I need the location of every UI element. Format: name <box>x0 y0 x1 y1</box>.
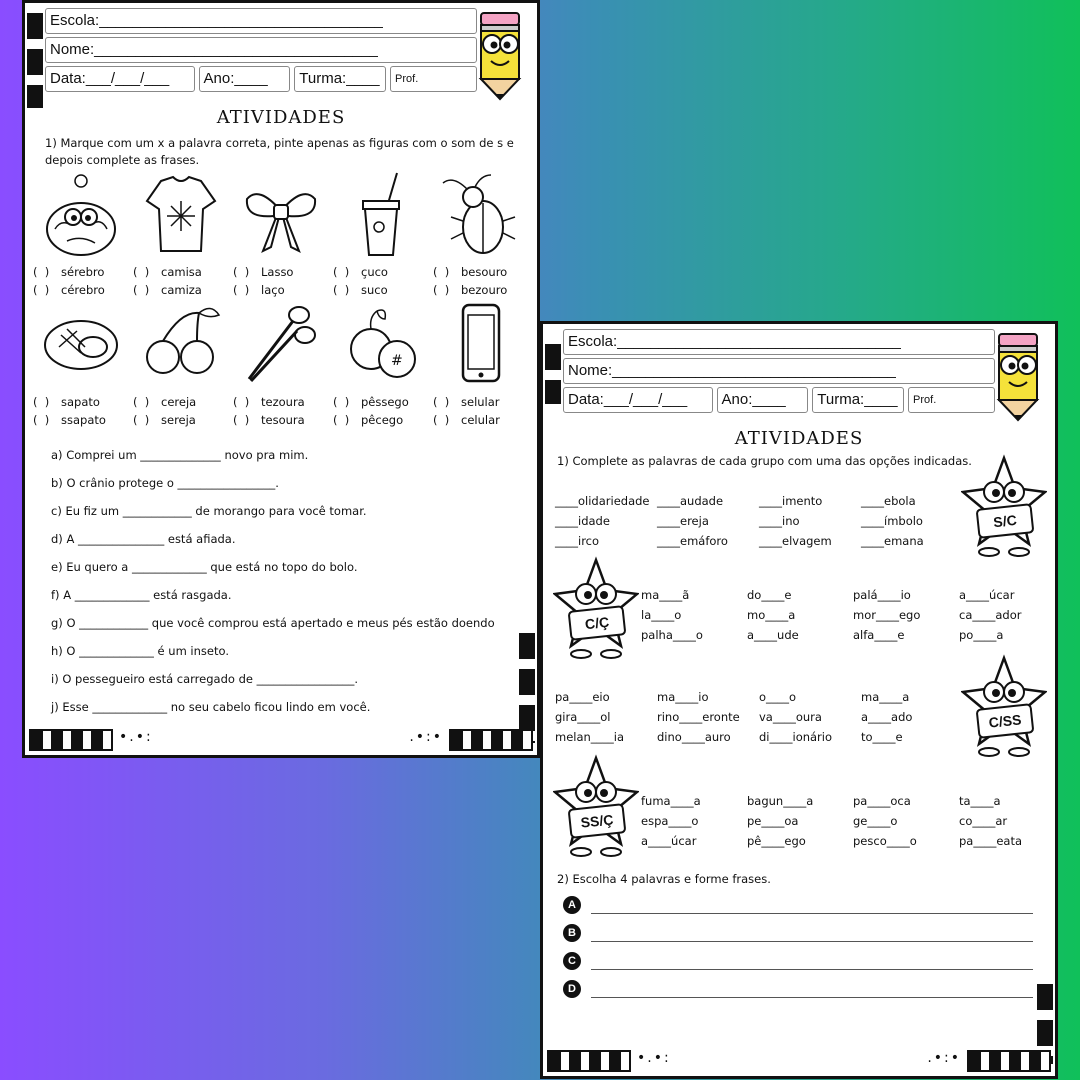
sentence-b[interactable]: b) O crânio protege o _________________. <box>51 476 279 490</box>
word-blank[interactable]: po____a <box>959 628 1004 642</box>
data-field[interactable]: Data:___/___/___ <box>45 66 195 92</box>
sentence-i[interactable]: i) O pessegueiro está carregado de _________________. <box>51 672 359 686</box>
peach-icon <box>341 301 421 393</box>
corner-decoration <box>29 729 113 751</box>
word-blank[interactable]: espa____o <box>641 814 699 828</box>
cherry-icon <box>141 301 221 393</box>
figure-cell <box>31 301 131 429</box>
word-blank[interactable]: ca____ador <box>959 608 1022 622</box>
option-text[interactable]: ( ) sereja <box>133 413 196 427</box>
word-blank[interactable]: ____imento <box>759 494 823 508</box>
pencil-mascot-icon <box>471 11 529 101</box>
left-border-stripes <box>545 344 561 404</box>
option-text[interactable]: ( ) ssapato <box>33 413 106 427</box>
star-mascot <box>553 556 639 660</box>
word-blank[interactable]: ____idade <box>555 514 610 528</box>
sentence-j[interactable]: j) Esse _____________ no seu cabelo ficou lindo em você. <box>51 700 371 714</box>
left-border-stripes <box>27 13 43 108</box>
sentence-line-a[interactable] <box>563 892 1033 914</box>
word-blank[interactable]: mo____a <box>747 608 796 622</box>
word-group-c-cedilha <box>641 586 1058 645</box>
word-blank[interactable]: ____audade <box>657 494 724 508</box>
option-text[interactable]: ( ) pêcego <box>333 413 404 427</box>
word-blank[interactable]: o____o <box>759 690 797 704</box>
sentence-line-c[interactable] <box>563 948 1033 970</box>
sentence-d[interactable]: d) A _______________ está afiada. <box>51 532 236 546</box>
word-blank[interactable]: bagun____a <box>747 794 814 808</box>
option-text[interactable]: ( ) cérebro <box>33 283 105 297</box>
letter-option-badge: SS/Ç <box>568 803 627 839</box>
question-2-text: 2) Escolha 4 palavras e forme frases. <box>557 872 771 886</box>
letter-c-badge: C <box>563 952 581 970</box>
option-text[interactable]: ( ) tesoura <box>233 413 305 427</box>
figure-cell <box>431 171 531 299</box>
sentence-h[interactable]: h) O _____________ é um inseto. <box>51 644 229 658</box>
dots-decoration: .•:• <box>409 729 443 745</box>
option-text[interactable]: ( ) pêssego <box>333 395 409 409</box>
word-blank[interactable]: co____ar <box>959 814 1008 828</box>
letter-option-badge: S/C <box>976 503 1035 539</box>
option-text[interactable]: ( ) camisa <box>133 265 202 279</box>
word-blank[interactable]: ge____o <box>853 814 898 828</box>
dots-decoration: .•:• <box>927 1050 961 1066</box>
word-blank[interactable]: ____olidariedade <box>555 494 650 508</box>
header-fields <box>45 8 477 95</box>
word-group-ss-cedilha <box>641 792 1058 851</box>
figure-cell <box>431 301 531 429</box>
sentence-f[interactable]: f) A _____________ está rasgada. <box>51 588 232 602</box>
figure-cell <box>231 171 331 299</box>
nome-field[interactable]: Nome:__________________________________ <box>45 37 477 63</box>
option-text[interactable]: ( ) cereja <box>133 395 197 409</box>
word-blank[interactable]: ____elvagem <box>759 534 832 548</box>
turma-field[interactable]: Turma:____ <box>294 66 386 92</box>
option-text[interactable]: ( ) laço <box>233 283 285 297</box>
word-blank[interactable]: ____ebola <box>861 494 916 508</box>
letter-option-badge: C/SS <box>976 703 1035 739</box>
word-blank[interactable]: melan____ia <box>555 730 625 744</box>
beetle-icon <box>441 171 521 263</box>
writing-line[interactable] <box>591 960 1033 970</box>
word-blank[interactable]: ____ino <box>759 514 800 528</box>
dots-decoration: •.•: <box>119 729 153 745</box>
option-text[interactable]: ( ) sapato <box>33 395 100 409</box>
bow-icon <box>241 171 321 263</box>
letter-a-badge: A <box>563 896 581 914</box>
word-blank[interactable]: ____irco <box>555 534 600 548</box>
sentence-c[interactable]: c) Eu fiz um ____________ de morango para você tomar. <box>51 504 367 518</box>
shirt-icon <box>141 171 221 263</box>
sentence-a[interactable]: a) Comprei um ______________ novo pra mim. <box>51 448 309 462</box>
star-mascot <box>961 454 1047 558</box>
word-blank[interactable]: pê____ego <box>747 834 806 848</box>
option-text[interactable]: ( ) selular <box>433 395 500 409</box>
figure-cell <box>231 301 331 429</box>
word-blank[interactable]: pa____oca <box>853 794 911 808</box>
word-blank[interactable]: dino____auro <box>657 730 731 744</box>
escola-field[interactable]: Escola:__________________________________ <box>563 329 995 355</box>
word-blank[interactable]: va____oura <box>759 710 822 724</box>
option-text[interactable]: ( ) besouro <box>433 265 508 279</box>
option-text[interactable]: ( ) çuco <box>333 265 388 279</box>
scissors-icon <box>241 301 321 393</box>
word-blank[interactable]: palha____o <box>641 628 703 642</box>
ano-field[interactable]: Ano:____ <box>717 387 809 413</box>
word-blank[interactable]: gira____ol <box>555 710 611 724</box>
word-blank[interactable]: a____ude <box>747 628 799 642</box>
word-blank[interactable]: a____úcar <box>641 834 697 848</box>
word-blank[interactable]: a____úcar <box>959 588 1015 602</box>
option-text[interactable]: ( ) suco <box>333 283 388 297</box>
word-blank[interactable]: la____o <box>641 608 682 622</box>
turma-field[interactable]: Turma:____ <box>812 387 904 413</box>
word-blank[interactable]: fuma____a <box>641 794 701 808</box>
letter-d-badge: D <box>563 980 581 998</box>
juice-icon <box>341 171 421 263</box>
brain-icon <box>41 171 121 263</box>
sentence-g[interactable]: g) O ____________ que você comprou está apertado e meus pés estão doendo <box>51 616 495 630</box>
writing-line[interactable] <box>591 988 1033 998</box>
writing-line[interactable] <box>591 904 1033 914</box>
word-blank[interactable]: di____ionário <box>759 730 833 744</box>
prof-field[interactable]: Prof. <box>390 66 477 92</box>
word-blank[interactable]: a____ado <box>861 710 913 724</box>
pencil-mascot-icon <box>989 332 1047 422</box>
sentence-line-d[interactable] <box>563 976 1033 998</box>
figure-cell <box>131 301 231 429</box>
word-blank[interactable]: mor____ego <box>853 608 921 622</box>
shoe-icon <box>41 301 121 393</box>
data-field[interactable]: Data:___/___/___ <box>563 387 713 413</box>
figure-cell <box>331 301 431 429</box>
letter-option-badge: C/Ç <box>568 605 627 641</box>
sentence-list <box>51 441 531 721</box>
header-fields <box>563 329 995 416</box>
page-title: ATIVIDADES <box>734 428 864 449</box>
option-text[interactable]: ( ) bezouro <box>433 283 508 297</box>
dots-decoration: •.•: <box>637 1050 671 1066</box>
instruction-text: 1) Complete as palavras de cada grupo com uma das opções indicadas. <box>557 454 972 468</box>
word-blank[interactable]: ta____a <box>959 794 1001 808</box>
word-blank[interactable]: ____ereja <box>657 514 709 528</box>
prof-field[interactable]: Prof. <box>908 387 995 413</box>
option-text[interactable]: ( ) celular <box>433 413 500 427</box>
star-mascot <box>553 754 639 858</box>
word-blank[interactable]: pe____oa <box>747 814 799 828</box>
word-blank[interactable]: ____emana <box>861 534 924 548</box>
word-group-c-ss <box>555 688 963 747</box>
word-blank[interactable]: ____ímbolo <box>861 514 923 528</box>
figure-cell <box>131 171 231 299</box>
word-blank[interactable]: ma____a <box>861 690 910 704</box>
option-text[interactable]: ( ) sérebro <box>33 265 105 279</box>
svg-text:#: # <box>391 353 403 369</box>
corner-decoration <box>967 1050 1051 1072</box>
worksheet-1 <box>22 0 540 758</box>
word-group-s-c <box>555 492 963 551</box>
figure-cell <box>331 171 431 299</box>
word-blank[interactable]: pa____eio <box>555 690 610 704</box>
word-blank[interactable]: rino____eronte <box>657 710 740 724</box>
page-title: ATIVIDADES <box>216 107 346 128</box>
option-text[interactable]: ( ) tezoura <box>233 395 305 409</box>
nome-field[interactable]: Nome:__________________________________ <box>563 358 995 384</box>
figure-row-1 <box>31 171 531 299</box>
corner-decoration <box>449 729 533 751</box>
star-mascot <box>961 654 1047 758</box>
sentence-line-b[interactable] <box>563 920 1033 942</box>
word-blank[interactable]: ma____ã <box>641 588 690 602</box>
worksheet-2 <box>540 321 1058 1079</box>
word-blank[interactable]: pa____eata <box>959 834 1023 848</box>
instruction-text: 1) Marque com um x a palavra correta, pinte apenas as figuras com o som de s e depois complete as frases. <box>45 136 514 167</box>
letter-b-badge: B <box>563 924 581 942</box>
ano-field[interactable]: Ano:____ <box>199 66 291 92</box>
word-blank[interactable]: alfa____e <box>853 628 905 642</box>
word-blank[interactable]: ____emáforo <box>657 534 728 548</box>
option-text[interactable]: ( ) Lasso <box>233 265 294 279</box>
figure-cell <box>31 171 131 299</box>
corner-decoration <box>547 1050 631 1072</box>
option-text[interactable]: ( ) camiza <box>133 283 202 297</box>
word-blank[interactable]: palá____io <box>853 588 911 602</box>
sentence-e[interactable]: e) Eu quero a _____________ que está no topo do bolo. <box>51 560 358 574</box>
figure-row-2 <box>31 301 531 429</box>
word-blank[interactable]: do____e <box>747 588 792 602</box>
word-blank[interactable]: to____e <box>861 730 903 744</box>
word-blank[interactable]: ma____io <box>657 690 709 704</box>
phone-icon <box>441 301 521 393</box>
writing-line[interactable] <box>591 932 1033 942</box>
escola-field[interactable]: Escola:__________________________________ <box>45 8 477 34</box>
word-blank[interactable]: pesco____o <box>853 834 917 848</box>
